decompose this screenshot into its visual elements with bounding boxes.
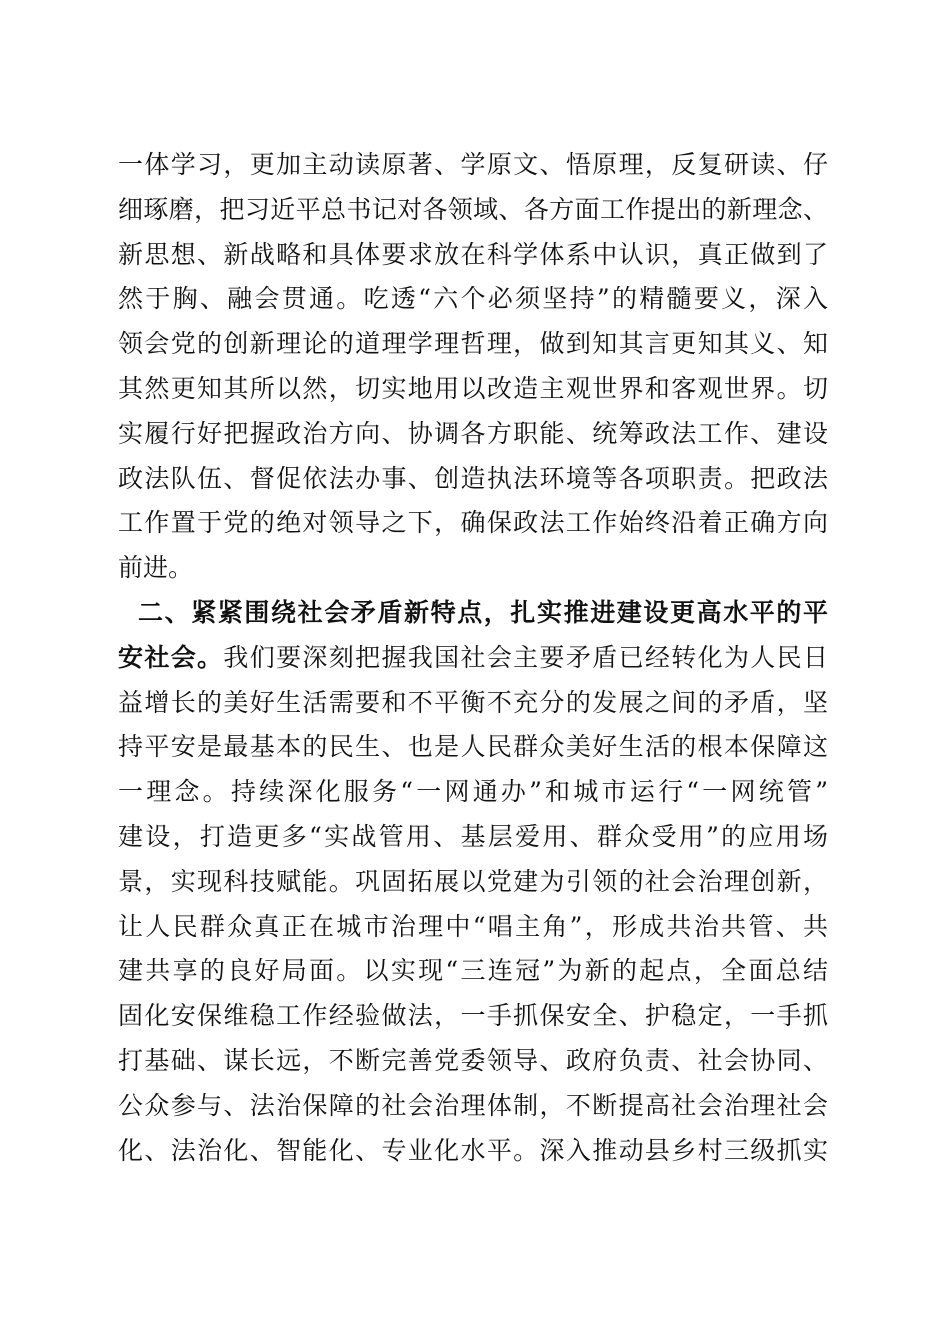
text-line: 打基础、谋长远，不断完善党委领导、政府负责、社会协同、	[118, 1045, 828, 1075]
document-page	[118, 143, 828, 1173]
text-line: 一体学习，更加主动读原著、学原文、悟原理，反复研读、仔	[118, 150, 828, 179]
paragraph-2	[118, 591, 828, 1173]
text-line: 实履行好把握政治方向、协调各方职能、统筹政法工作、建设	[118, 418, 828, 448]
text-span: 我们要深刻把握我国社会主要矛盾已经转化为人民日	[223, 642, 828, 672]
text-line: 一理念。持续深化服务“一网通办”和城市运行“一网统管”	[118, 777, 828, 807]
text-line: 然于胸、融会贯通。吃透“六个必须坚持”的精髓要义，深入	[118, 284, 828, 314]
text-line: 领会党的创新理论的道理学理哲理，做到知其言更知其义、知	[118, 329, 828, 359]
text-line: 益增长的美好生活需要和不平衡不充分的发展之间的矛盾，坚	[118, 687, 828, 717]
section-heading: 二、紧紧围绕社会矛盾新特点，扎实推进建设更高水平的平	[138, 597, 828, 627]
text-line: 政法队伍、督促依法办事、创造执法环境等各项职责。把政法	[118, 463, 828, 493]
text-line: 让人民群众真正在城市治理中“唱主角”，形成共治共管、共	[118, 911, 828, 941]
text-line: 固化安保维稳工作经验做法，一手抓保安全、护稳定，一手抓	[118, 1001, 828, 1031]
text-line: 公众参与、法治保障的社会治理体制，不断提高社会治理社会	[118, 1090, 828, 1120]
paragraph-1	[118, 143, 828, 591]
text-line: 细琢磨，把习近平总书记对各领域、各方面工作提出的新理念、	[118, 194, 828, 224]
text-line: 建共享的良好局面。以实现“三连冠”为新的起点，全面总结	[118, 956, 828, 986]
section-heading-end: 安社会。	[118, 642, 224, 672]
text-line: 建设，打造更多“实战管用、基层爱用、群众受用”的应用场	[118, 821, 828, 851]
text-line: 其然更知其所以然，切实地用以改造主观世界和客观世界。切	[118, 373, 828, 403]
text-line	[118, 636, 828, 681]
text-line: 前进。	[118, 553, 194, 583]
text-line: 景，实现科技赋能。巩固拓展以党建为引领的社会治理创新，	[118, 866, 828, 896]
text-line: 持平安是最基本的民生、也是人民群众美好生活的根本保障这	[118, 732, 828, 762]
text-line: 工作置于党的绝对领导之下，确保政法工作始终沿着正确方向	[118, 508, 828, 538]
text-line: 新思想、新战略和具体要求放在科学体系中认识，真正做到了	[118, 239, 828, 269]
text-line: 化、法治化、智能化、专业化水平。深入推动县乡村三级抓实	[118, 1135, 828, 1165]
